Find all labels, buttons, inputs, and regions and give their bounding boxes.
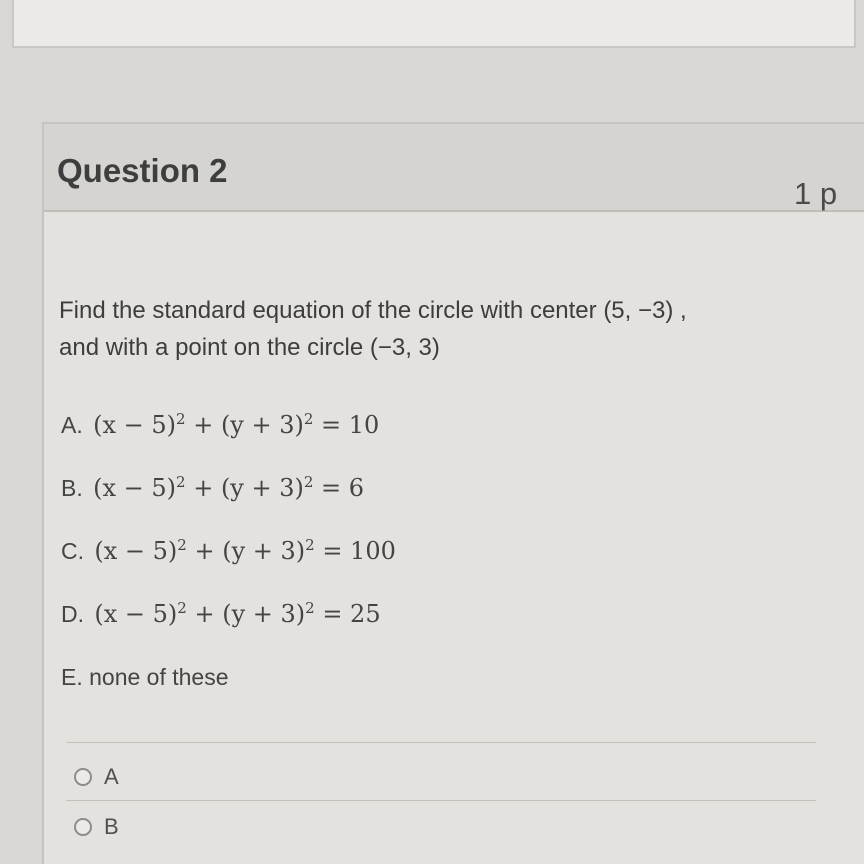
answer-option-a[interactable] [74, 764, 119, 790]
prompt-line-2: and with a point on the circle (−3, 3) [59, 334, 440, 361]
choice-equation: $(x - 5)^2 + (y + 3)^2 = 6$ [93, 473, 365, 502]
choice-text: none of these [89, 664, 229, 690]
answer-option-label: A [104, 764, 119, 789]
previous-question-card [12, 0, 856, 48]
question-points: 1 p [794, 176, 838, 211]
choice-letter: C. [61, 538, 84, 564]
question-card [42, 122, 864, 864]
radio-button-icon[interactable] [74, 768, 92, 786]
answer-divider [66, 742, 816, 743]
choice-e [61, 646, 396, 709]
choice-d [61, 583, 396, 646]
radio-button-icon[interactable] [74, 818, 92, 836]
choice-equation: $(x - 5)^2 + (y + 3)^2 = 10$ [93, 410, 380, 439]
choice-a [61, 394, 396, 457]
question-title: Question 2 [57, 152, 228, 189]
answer-divider [66, 800, 816, 801]
choice-letter: E. [61, 664, 83, 690]
choice-list [61, 394, 396, 709]
prompt-line-1: Find the standard equation of the circle with center (5, −3) , [59, 297, 687, 324]
choice-equation: $(x - 5)^2 + (y + 3)^2 = 100$ [94, 536, 396, 565]
choice-letter: B. [61, 475, 83, 501]
choice-b [61, 457, 396, 520]
question-header [44, 124, 864, 212]
answer-option-b[interactable] [74, 814, 119, 840]
choice-letter: D. [61, 601, 84, 627]
choice-equation: $(x - 5)^2 + (y + 3)^2 = 25$ [94, 599, 381, 628]
choice-c [61, 520, 396, 583]
question-prompt [59, 292, 829, 366]
choice-letter: A. [61, 412, 83, 438]
answer-option-label: B [104, 814, 119, 839]
